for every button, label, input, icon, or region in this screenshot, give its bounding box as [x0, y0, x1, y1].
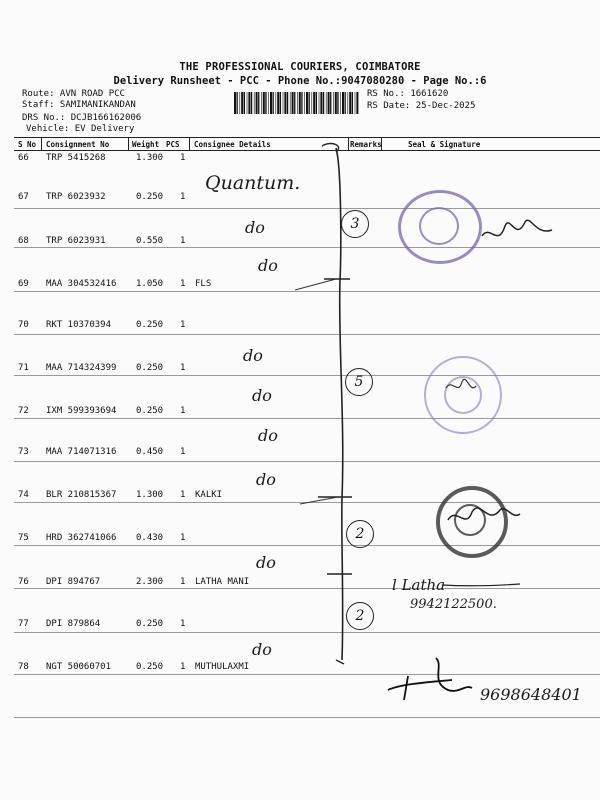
row-consignment: TRP 5415268	[46, 153, 106, 163]
remark-circled-number: 2	[346, 520, 374, 548]
handwritten-ditto: do	[256, 470, 276, 489]
barcode-bar	[240, 92, 241, 114]
barcode-bar	[328, 92, 330, 114]
barcode-bar	[292, 92, 294, 114]
barcode-bar	[294, 92, 295, 114]
barcode-bar	[270, 92, 272, 114]
seal-stamp	[424, 356, 502, 434]
barcode-bar	[323, 92, 324, 114]
row-pcs: 1	[180, 279, 186, 289]
remark-circled-number: 3	[341, 210, 369, 238]
row-sno: 75	[18, 533, 29, 543]
barcode-bar	[356, 92, 358, 114]
row-weight: 1.300	[136, 153, 164, 163]
runsheet-subtitle: Delivery Runsheet - PCC - Phone No.:9047080280 - Page No.:6	[113, 75, 487, 87]
barcode-bar	[276, 92, 277, 114]
handwritten-ditto: do	[258, 426, 278, 445]
barcode-bar	[312, 92, 313, 114]
row-weight: 0.250	[136, 662, 164, 672]
row-consignment: RKT 10370394	[46, 320, 112, 330]
barcode-bar	[241, 92, 243, 114]
seal-stamp	[436, 486, 508, 558]
vehicle-label: Vehicle: EV Delivery	[26, 124, 135, 134]
barcode-bar	[251, 92, 252, 114]
handwritten-ditto: do	[252, 386, 272, 405]
row-sno: 69	[18, 279, 29, 289]
row-pcs: 1	[180, 320, 186, 330]
row-sno: 74	[18, 490, 29, 500]
handwritten-ditto: do	[243, 346, 263, 365]
remark-circled-number: 2	[346, 602, 374, 630]
row-consignment: HRD 362741066	[46, 533, 117, 543]
remark-circled-number: 5	[345, 368, 373, 396]
row-sno: 67	[18, 192, 29, 202]
barcode-bar	[297, 92, 298, 114]
barcode-bar	[247, 92, 248, 114]
barcode-bar	[268, 92, 269, 114]
barcode	[234, 92, 359, 114]
row-weight: 0.450	[136, 447, 164, 457]
route-label: Route: AVN ROAD PCC	[22, 89, 125, 99]
barcode-bar	[256, 92, 258, 114]
barcode-bar	[280, 92, 281, 114]
handwritten-ditto: do	[256, 553, 276, 572]
row-sno: 70	[18, 320, 29, 330]
barcode-bar	[273, 92, 274, 114]
col-remarks: Remarks	[350, 140, 382, 149]
row-consignment: MAA 714071316	[46, 447, 117, 457]
row-pcs: 1	[180, 406, 186, 416]
barcode-bar	[355, 92, 356, 114]
row-pcs: 1	[180, 490, 186, 500]
barcode-bar	[313, 92, 315, 114]
row-pcs: 1	[180, 662, 186, 672]
row-weight: 0.250	[136, 192, 164, 202]
row-weight: 2.300	[136, 577, 164, 587]
row-weight: 0.430	[136, 533, 164, 543]
barcode-bar	[237, 92, 238, 114]
barcode-bar	[248, 92, 250, 114]
barcode-bar	[349, 92, 351, 114]
row-weight: 1.050	[136, 279, 164, 289]
table-header	[14, 137, 600, 151]
barcode-bar	[290, 92, 291, 114]
barcode-bar	[244, 92, 245, 114]
row-pcs: 1	[180, 533, 186, 543]
barcode-bar	[345, 92, 346, 114]
row-consignment: NGT 50060701	[46, 662, 112, 672]
barcode-bar	[261, 92, 262, 114]
row-sno: 72	[18, 406, 29, 416]
barcode-bar	[342, 92, 344, 114]
barcode-bar	[316, 92, 317, 114]
row-consignee: LATHA MANI	[195, 577, 250, 587]
barcode-bar	[234, 92, 236, 114]
row-consignment: MAA 714324399	[46, 363, 117, 373]
row-sno: 73	[18, 447, 29, 457]
row-sno: 76	[18, 577, 29, 587]
barcode-bar	[304, 92, 305, 114]
barcode-bar	[330, 92, 331, 114]
barcode-bar	[320, 92, 322, 114]
barcode-bar	[301, 92, 302, 114]
handwritten-ditto: do	[245, 218, 265, 237]
row-sno: 77	[18, 619, 29, 629]
barcode-bar	[335, 92, 337, 114]
row-pcs: 1	[180, 363, 186, 373]
row-weight: 1.300	[136, 490, 164, 500]
col-consignment: Consignment No	[46, 140, 110, 149]
row-weight: 0.250	[136, 363, 164, 373]
row-sno: 68	[18, 236, 29, 246]
rs-number: RS No.: 1661620	[367, 89, 449, 99]
handwritten-ditto: do	[252, 640, 272, 659]
barcode-bar	[258, 92, 259, 114]
barcode-bar	[306, 92, 308, 114]
barcode-bar	[340, 92, 341, 114]
barcode-bar	[309, 92, 310, 114]
row-pcs: 1	[180, 447, 186, 457]
handwritten-note: l Latha	[392, 576, 446, 594]
barcode-bar	[337, 92, 338, 114]
row-weight: 0.250	[136, 619, 164, 629]
row-consignment: DPI 894767	[46, 577, 101, 587]
col-sno: S No	[18, 140, 37, 149]
row-weight: 0.250	[136, 406, 164, 416]
row-consignee: MUTHULAXMI	[195, 662, 250, 672]
row-sno: 71	[18, 363, 29, 373]
col-consignee: Consignee Details	[194, 140, 271, 149]
row-consignment: TRP 6023931	[46, 236, 106, 246]
handwritten-phone: 9698648401	[480, 685, 582, 704]
row-consignee: FLS	[195, 279, 212, 289]
barcode-bar	[277, 92, 279, 114]
drs-number: DRS No.: DCJB166162006	[22, 113, 142, 123]
rs-date: RS Date: 25-Dec-2025	[367, 101, 476, 111]
barcode-bar	[265, 92, 266, 114]
runsheet-title: THE PROFESSIONAL COURIERS, COIMBATORE	[179, 61, 421, 73]
row-weight: 0.550	[136, 236, 164, 246]
row-pcs: 1	[180, 236, 186, 246]
barcode-bar	[284, 92, 286, 114]
barcode-bar	[333, 92, 334, 114]
handwritten-quantum: Quantum.	[205, 172, 301, 194]
barcode-bar	[352, 92, 353, 114]
row-weight: 0.250	[136, 320, 164, 330]
row-consignee: KALKI	[195, 490, 223, 500]
col-pcs: PCS	[166, 140, 180, 149]
row-consignment: TRP 6023932	[46, 192, 106, 202]
barcode-bar	[287, 92, 288, 114]
barcode-bar	[263, 92, 265, 114]
barcode-bar	[326, 92, 327, 114]
col-seal: Seal & Signature	[408, 140, 481, 149]
row-consignment: IXM 599393694	[46, 406, 117, 416]
barcode-bar	[299, 92, 301, 114]
row-pcs: 1	[180, 192, 186, 202]
barcode-bar	[254, 92, 255, 114]
row-pcs: 1	[180, 153, 186, 163]
handwritten-phone: 9942122500.	[410, 597, 497, 612]
row-pcs: 1	[180, 619, 186, 629]
seal-stamp	[398, 190, 482, 264]
row-consignment: MAA 304532416	[46, 279, 117, 289]
row-sno: 66	[18, 153, 29, 163]
barcode-bar	[283, 92, 284, 114]
row-sno: 78	[18, 662, 29, 672]
staff-label: Staff: SAMIMANIKANDAN	[22, 100, 136, 110]
row-consignment: DPI 879864	[46, 619, 101, 629]
barcode-bar	[319, 92, 320, 114]
row-consignment: BLR 210815367	[46, 490, 117, 500]
barcode-bar	[348, 92, 349, 114]
col-weight: Weight	[132, 140, 160, 149]
handwritten-ditto: do	[258, 256, 278, 275]
row-pcs: 1	[180, 577, 186, 587]
